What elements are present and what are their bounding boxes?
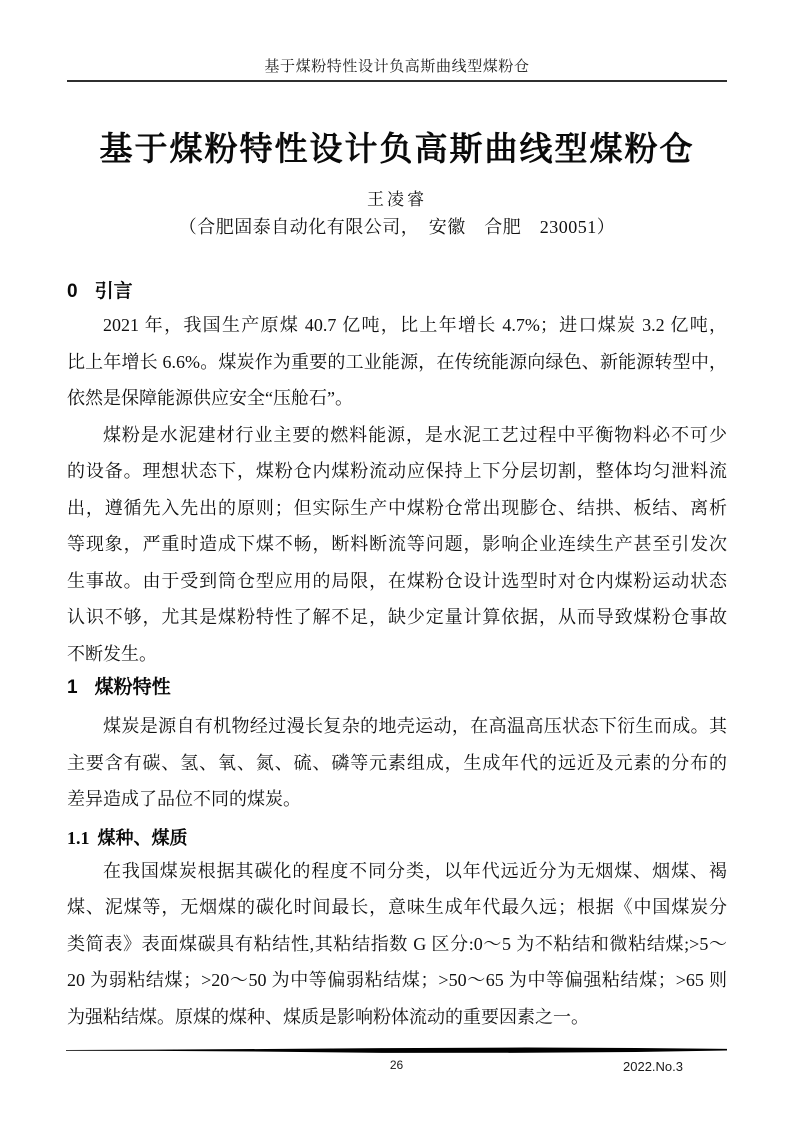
- paragraph: [67, 708, 727, 818]
- subsection-title: 煤种、煤质: [97, 827, 188, 848]
- text-line: 为强粘结煤。原煤的煤种、煤质是影响粉体流动的重要因素之一。: [67, 1006, 589, 1027]
- text-line: 煤炭是源自有机物经过漫长复杂的地壳运动，在高温高压状态下衍生而成。其: [103, 716, 727, 736]
- paragraph: [67, 417, 727, 673]
- text-line: 比上年增长 6.6%。煤炭作为重要的工业能源，在传统能源向绿色、新能源转型中，: [67, 351, 727, 372]
- text-line: 的设备。理想状态下，煤粉仓内煤粉流动应保持上下分层切割，整体均匀泄料流: [67, 461, 727, 481]
- paragraph: [67, 307, 727, 417]
- section-title: 煤粉特性: [94, 677, 171, 698]
- section-number: 1: [67, 677, 78, 698]
- text-line: 生事故。由于受到筒仓型应用的局限，在煤粉仓设计选型时对仓内煤粉运动状态: [67, 570, 727, 591]
- text-line: 差异造成了品位不同的煤炭。: [67, 789, 301, 809]
- running-header: [67, 0, 727, 82]
- text-line: 主要含有碳、氢、氧、氮、硫、磷等元素组成，生成年代的远近及元素的分布的: [67, 752, 727, 773]
- running-header-text: 基于煤粉特性设计负高斯曲线型煤粉仓: [264, 59, 530, 75]
- paper-title: 基于煤粉特性设计负高斯曲线型煤粉仓: [99, 130, 695, 167]
- page-footer: [66, 1058, 727, 1074]
- text-line: 出，遵循先入先出的原则；但实际生产中煤粉仓常出现膨仓、结拱、板结、离析: [67, 497, 727, 518]
- author-affiliation: （合肥固泰自动化有限公司， 安徽 合肥 230051）: [178, 217, 616, 237]
- issue-label: 2022.No.3: [623, 1059, 683, 1074]
- text-line: 20 为弱粘结煤；>20～50 为中等偏弱粘结煤；>50～65 为中等偏强粘结煤；>65 则: [67, 970, 727, 990]
- subsection-number: 1.1: [67, 827, 90, 848]
- section-heading-1: [67, 676, 727, 699]
- text-line: 不断发生。: [67, 643, 157, 664]
- text-line: 依然是保障能源供应安全“压舱石”。: [67, 388, 353, 408]
- text-line: 等现象，严重时造成下煤不畅，断料断流等问题，影响企业连续生产甚至引发次: [67, 534, 727, 554]
- text-line: 在我国煤炭根据其碳化的程度不同分类，以年代远近分为无烟煤、烟煤、褐: [103, 860, 727, 881]
- page-number: 26: [389, 1058, 404, 1072]
- text-line: 2021 年，我国生产原煤 40.7 亿吨，比上年增长 4.7%；进口煤炭 3.2 亿吨，: [103, 315, 727, 335]
- paragraph: [67, 853, 727, 1036]
- footer-divider-bar: [66, 1046, 727, 1055]
- section-title: 引言: [94, 281, 133, 302]
- text-line: 类简表》表面煤碳具有粘结性,其粘结指数 G 区分:0～5 为不粘结和微粘结煤;>5～: [67, 933, 727, 954]
- section-heading-0: [67, 280, 727, 303]
- subsection-heading-1-1: [67, 827, 727, 849]
- text-line: 认识不够，尤其是煤粉特性了解不足，缺少定量计算依据，从而导致煤粉仓事故: [67, 607, 727, 627]
- text-line: 煤粉是水泥建材行业主要的燃料能源，是水泥工艺过程中平衡物料必不可少: [103, 424, 727, 445]
- author-name: 王凌睿: [367, 190, 427, 209]
- text-line: 煤、泥煤等，无烟煤的碳化时间最长，意味生成年代最久远；根据《中国煤炭分: [67, 897, 727, 917]
- section-number: 0: [67, 281, 78, 302]
